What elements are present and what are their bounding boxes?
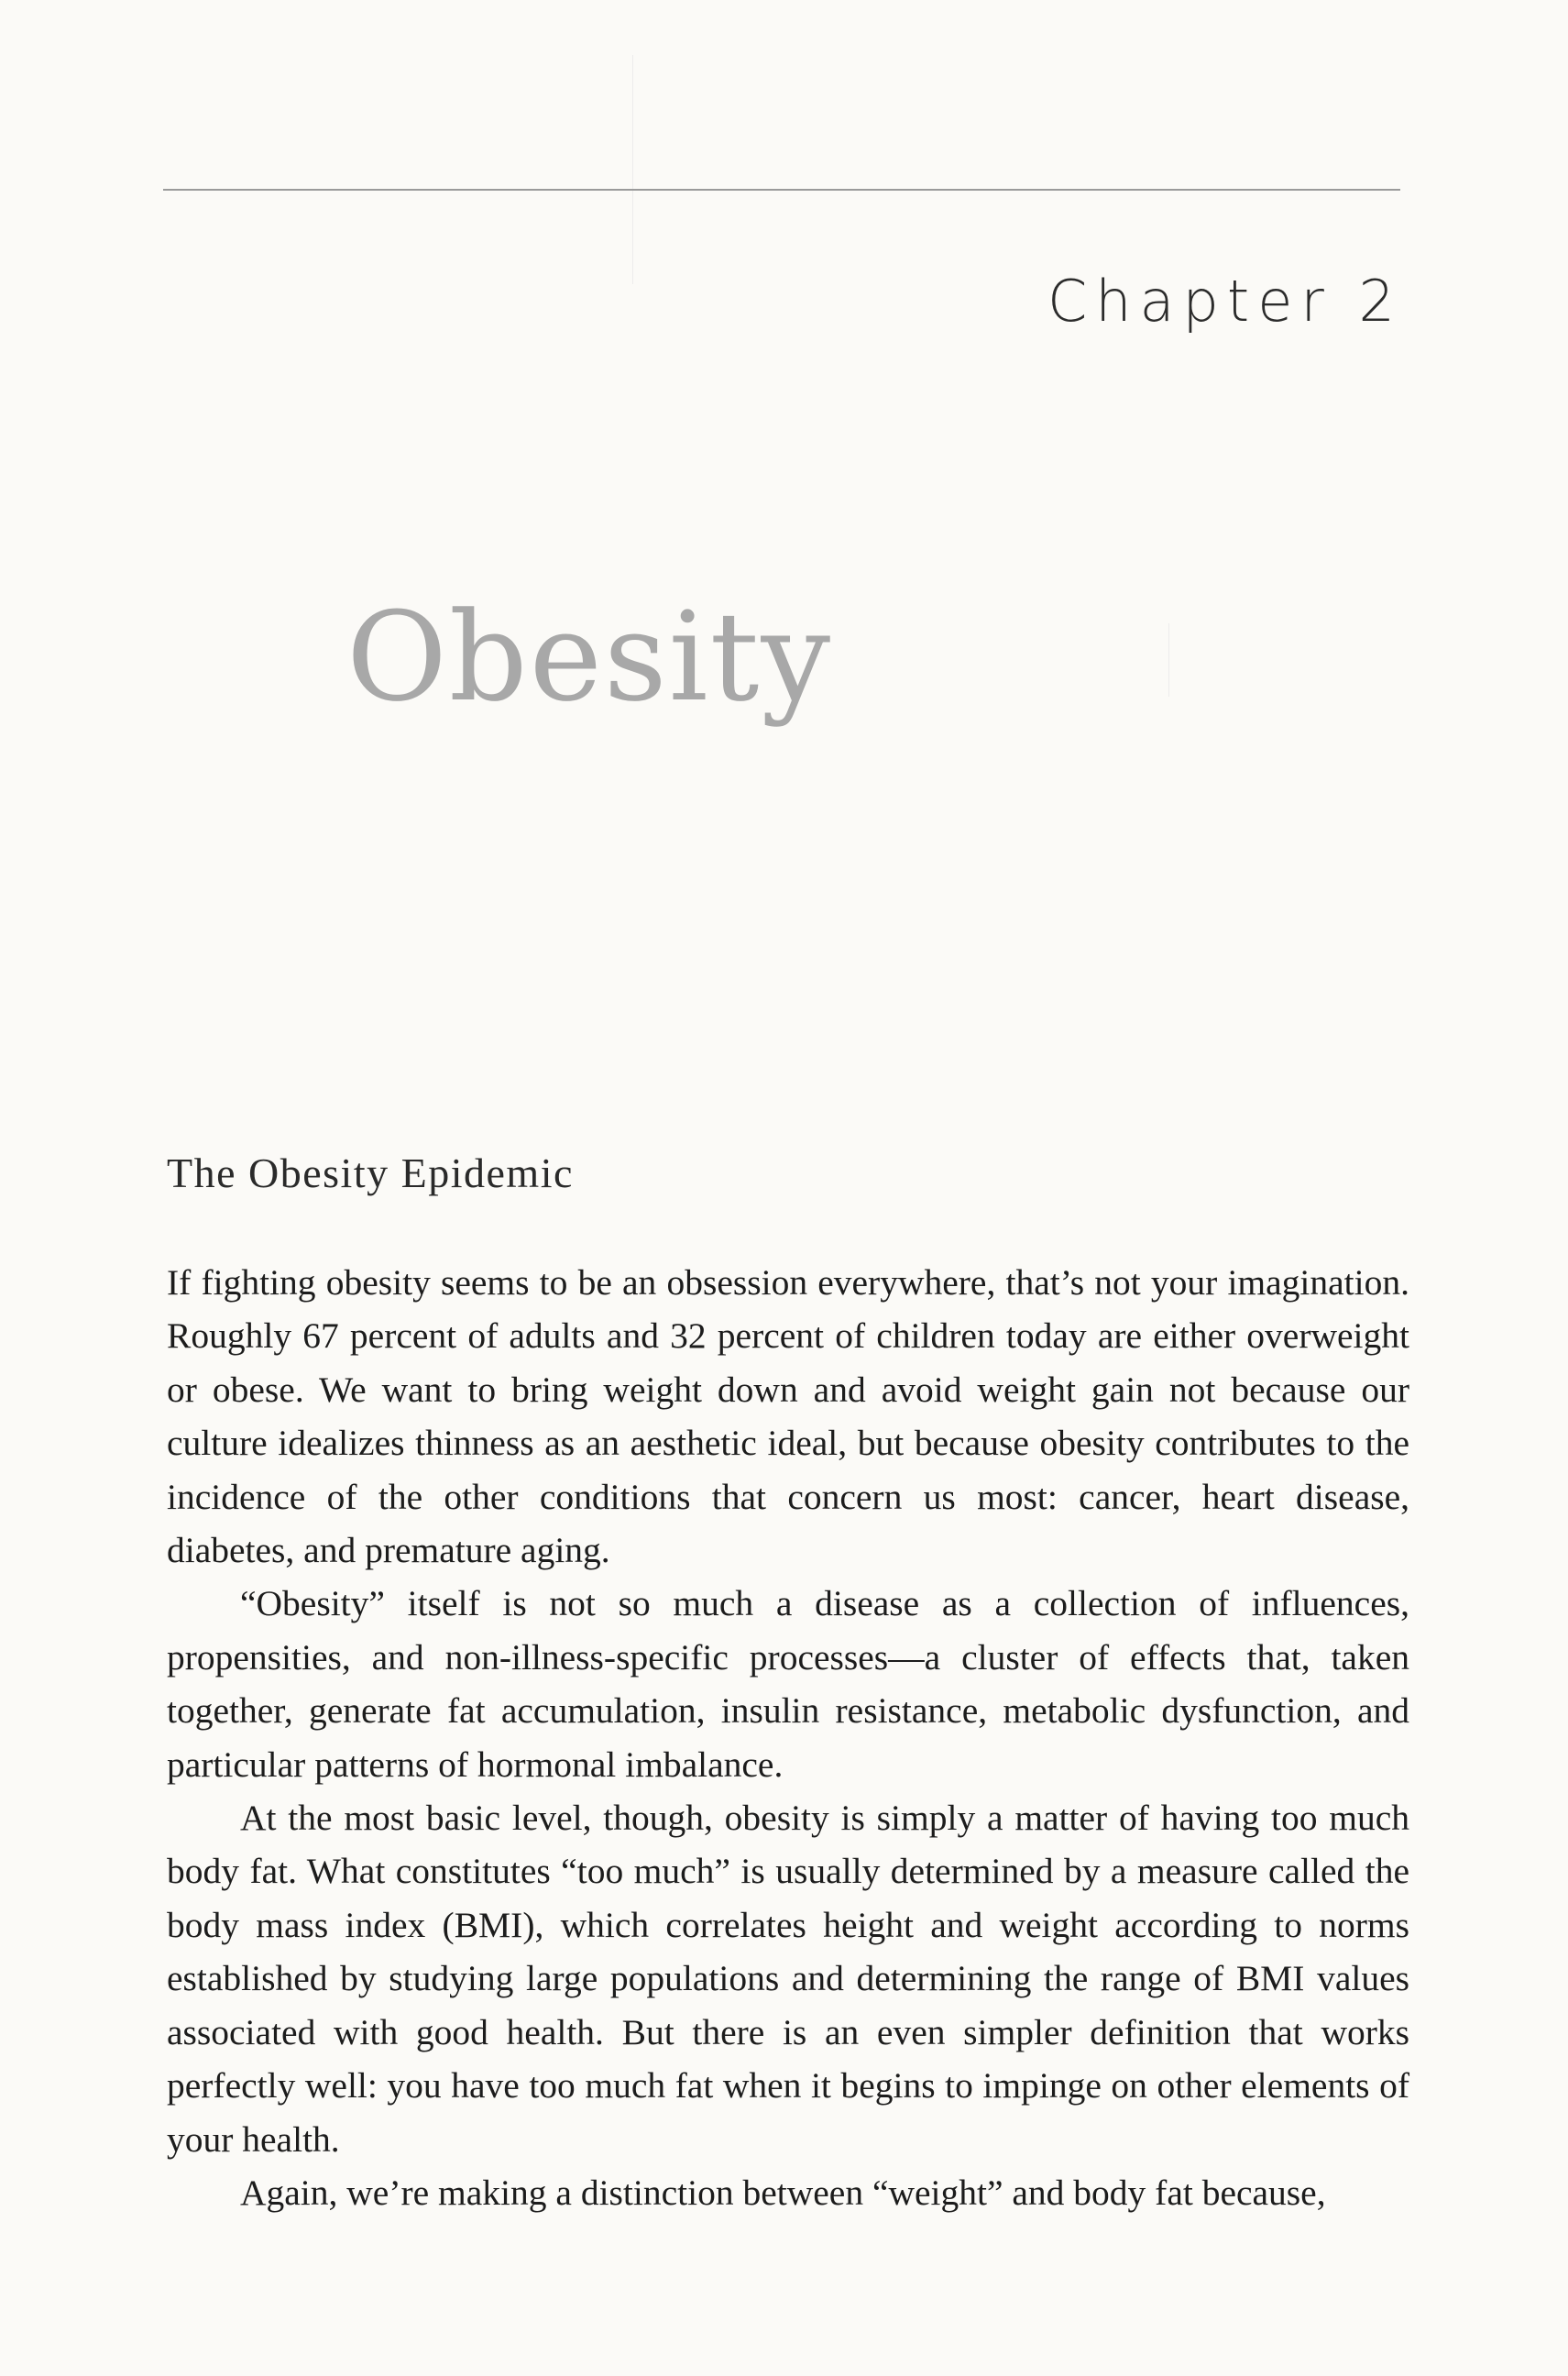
chapter-label: Chapter 2 — [1047, 268, 1403, 335]
body-text — [167, 1256, 1409, 2219]
paragraph: “Obesity” itself is not so much a disease as a collection of influences, propensities, and non-illness-specific processes—a cluster of effects that, taken together, generate fat accumulation, insulin resistance, metabolic dysfunction, and particular patterns of hormonal imbalance. — [167, 1583, 1409, 1785]
scan-artifact — [632, 55, 633, 284]
chapter-title: Obesity — [346, 586, 833, 729]
paragraph: At the most basic level, though, obesity is simply a matter of having too much body fat. What constitutes “too much” is usually determined by a measure called the body mass index (BMI), which correlates height and weight according to norms established by studying large populations and determining the range of BMI values associated with good health. But there is an even simpler definition that works perfectly well: you have too much fat when it begins to impinge on other elements of your health. — [167, 1798, 1409, 2160]
chapter-top-rule — [163, 189, 1400, 191]
paragraph: If fighting obesity seems to be an obsession everywhere, that’s not your imagination. Roughly 67 percent of adults and 32 percent of children today are either overweight or obese. We want to bring weight down and avoid weight gain not because our culture idealizes thinness as an aesthetic ideal, but because obesity contributes to the incidence of the other conditions that concern us most: cancer, heart disease, diabetes, and premature aging. — [167, 1262, 1409, 1571]
paragraph: Again, we’re making a distinction between “weight” and body fat because, — [240, 2172, 1326, 2213]
scan-artifact — [1168, 623, 1169, 697]
section-heading: The Obesity Epidemic — [167, 1150, 574, 1196]
